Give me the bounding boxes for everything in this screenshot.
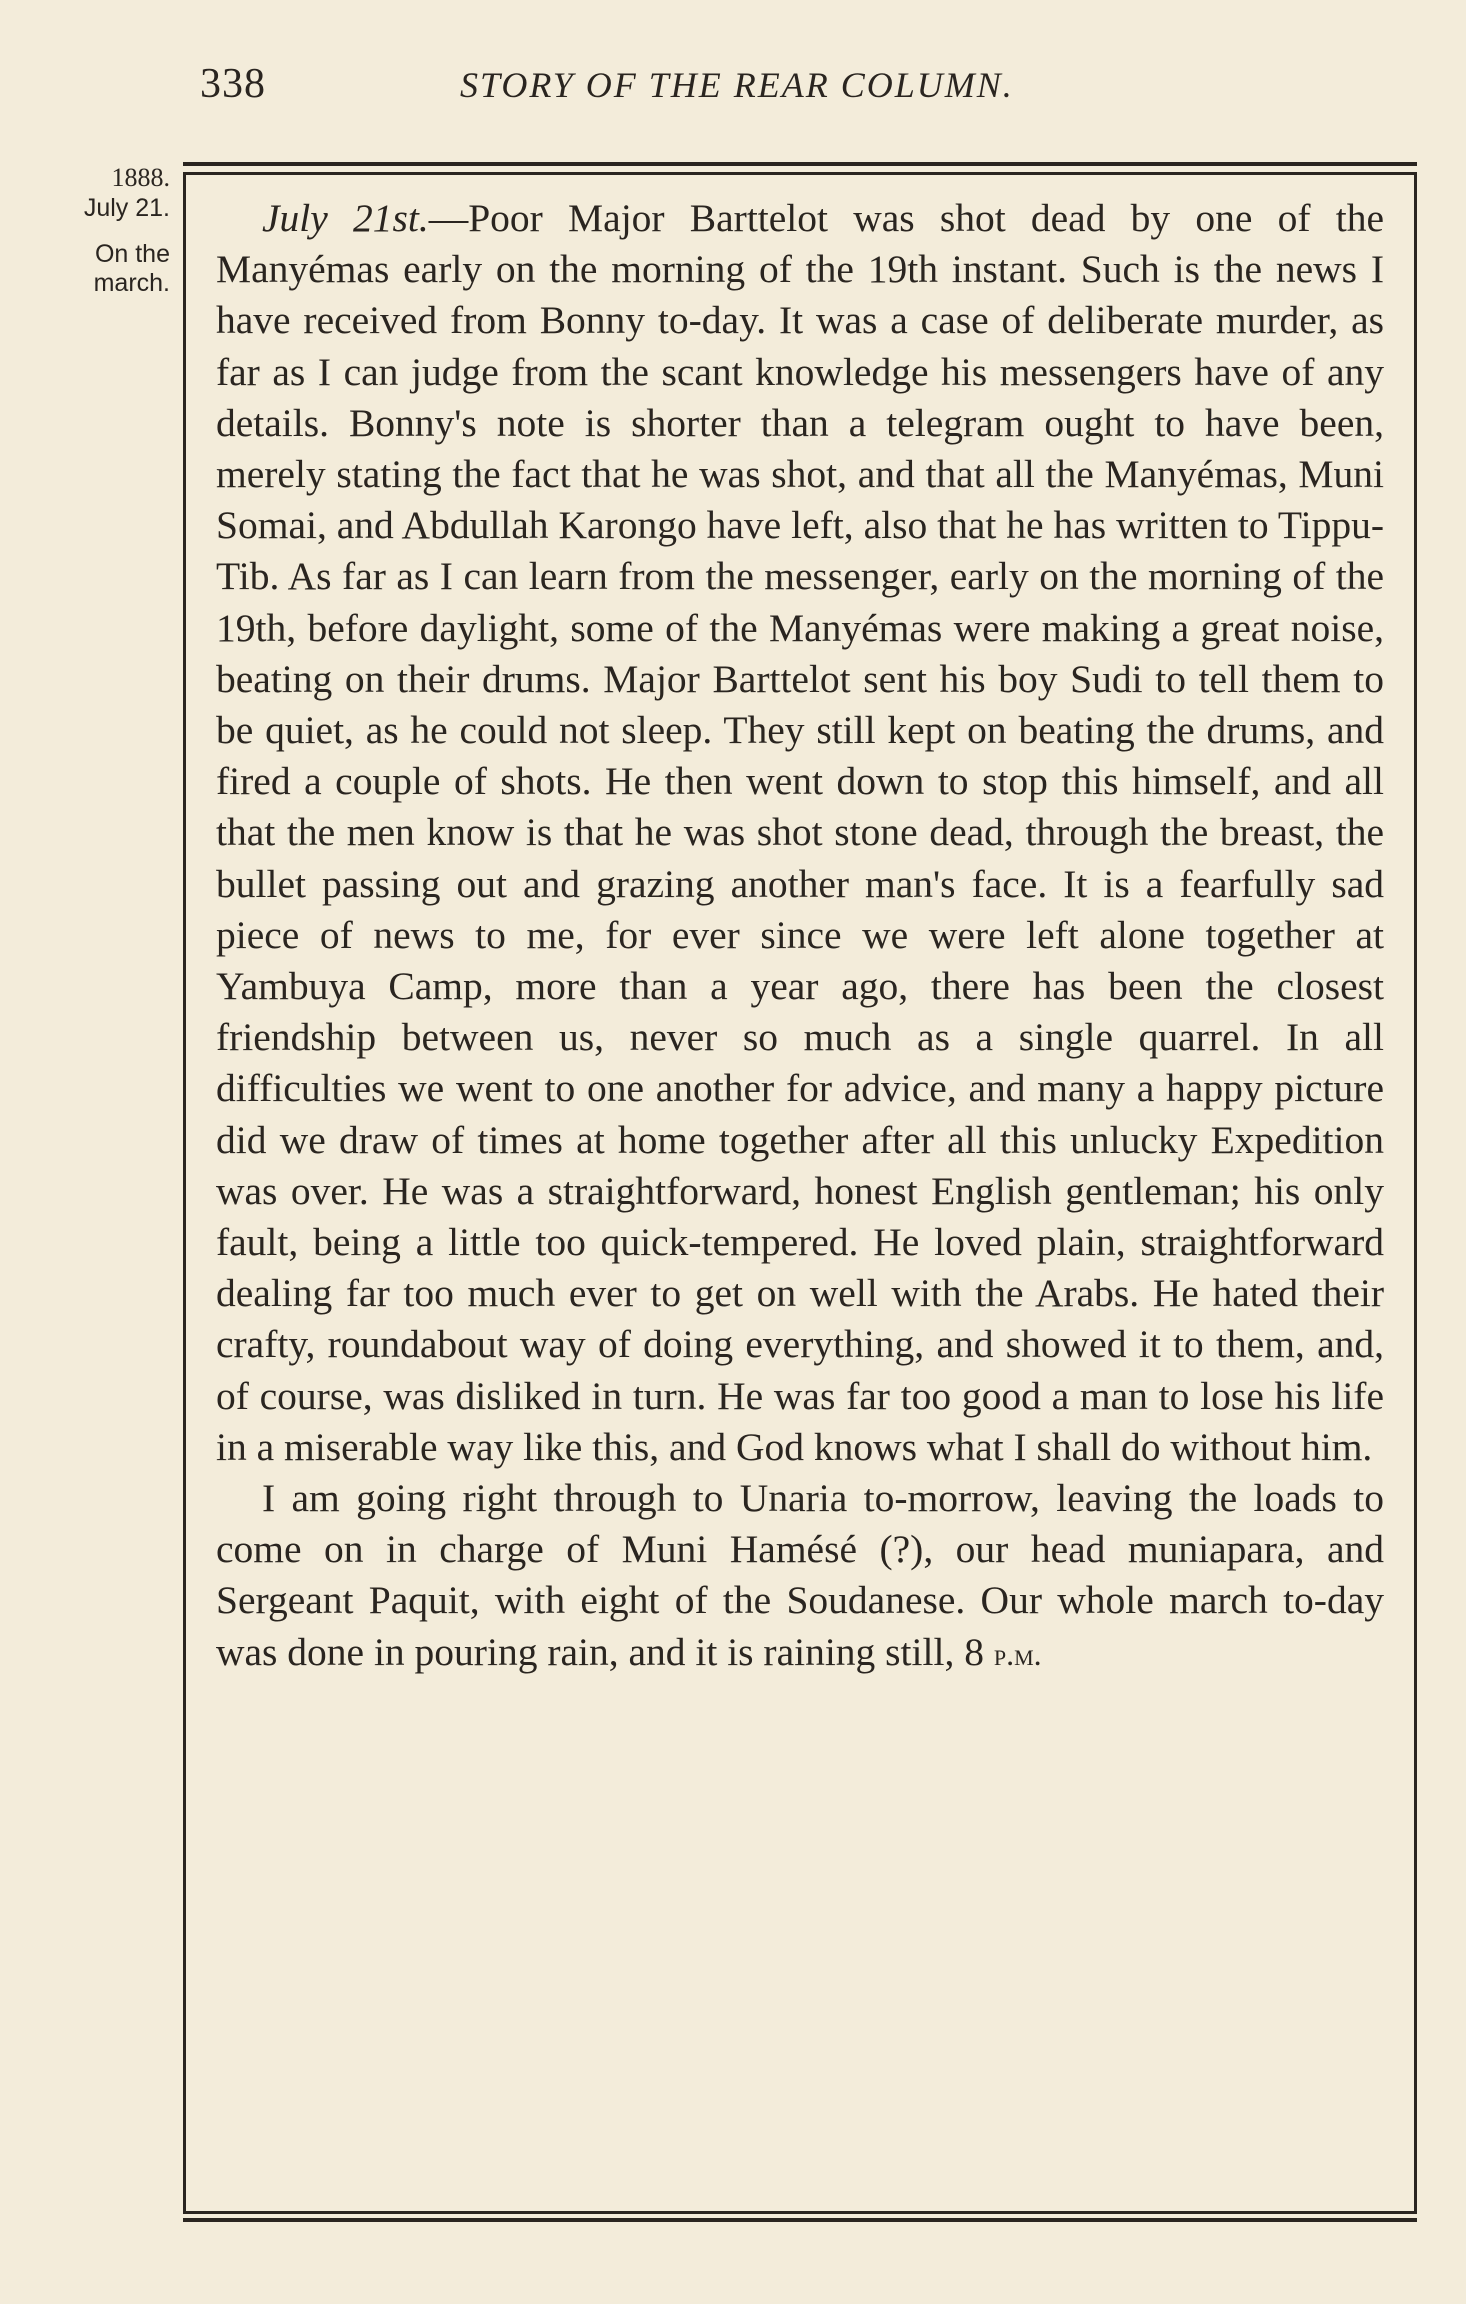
entry-paragraph-1-text: —Poor Major Barttelot was shot dead by one of the Manyémas early on the morning of the 19th instant. Such is the news I have received from Bonny to-day. It was a case of deliberate murder, as far as I can judge from the scant knowledge his messengers have of any details. Bonny's note is shorter than a telegram ought to have been, merely stating the fact that he was shot, and that all the Manyémas, Muni Somai, and Abdullah Karongo have left, also that he has written to Tippu-Tib. As far as I can learn from the messenger, early on the morning of the 19th, before daylight, some of the Manyémas were making a great noise, beating on their drums. Major Barttelot sent his boy Sudi to tell them to be quiet, as he could not sleep. They still kept on beating the drums, and fired a couple of shots. He then went down to stop this himself, and all that the men know is that he was shot stone dead, through the breast, the bullet passing out and grazing another man's face. It is a fearfully sad piece of news to me, for ever since we were left alone together at Yambuya Camp, more than a year ago, there has been the closest friendship between us, never so much as a single quarrel. In all difficulties we went to one another for advice, and many a happy picture did we draw of times at home together after all this unlucky Expedition was over. He was a straightforward, honest English gentleman; his only fault, being a little too quick-tempered. He loved plain, straightforward dealing far too much ever to get on well with the Arabs. He hated their crafty, roundabout way of doing everything, and showed it to them, and, of course, was disliked in turn. He was far too good a man to lose his life in a miserable way like this, and God knows what I shall do without him. (216, 196, 1384, 1469)
margin-note (40, 162, 170, 298)
entry-date-label: July 21st. (262, 196, 429, 240)
bottom-rule (183, 2218, 1417, 2222)
entry-time-suffix: p.m. (993, 1635, 1042, 1672)
margin-place-line1: On the (94, 240, 170, 268)
top-rule (183, 162, 1417, 166)
entry-paragraph-2 (216, 1473, 1384, 1680)
margin-place (40, 240, 170, 298)
entry-paragraph-1 (216, 193, 1384, 1473)
running-head (0, 60, 1466, 120)
margin-place-line2: march. (93, 269, 170, 297)
running-title: STORY OF THE REAR COLUMN. (460, 65, 1014, 105)
entry-paragraph-2-text: I am going right through to Unaria to-morrow, leaving the loads to come on in charge of Muni Hamésé (?), our head muniapara, and Sergeant Paquit, with eight of the Soudanese. Our whole march to-day was done in pouring rain, and it is raining still, 8 (216, 1476, 1384, 1674)
diary-entry-box (183, 172, 1417, 2214)
page-number: 338 (200, 61, 266, 107)
diary-entry-text (216, 193, 1384, 1680)
margin-year: 1888. (111, 163, 170, 192)
margin-date: July 21. (83, 194, 170, 222)
